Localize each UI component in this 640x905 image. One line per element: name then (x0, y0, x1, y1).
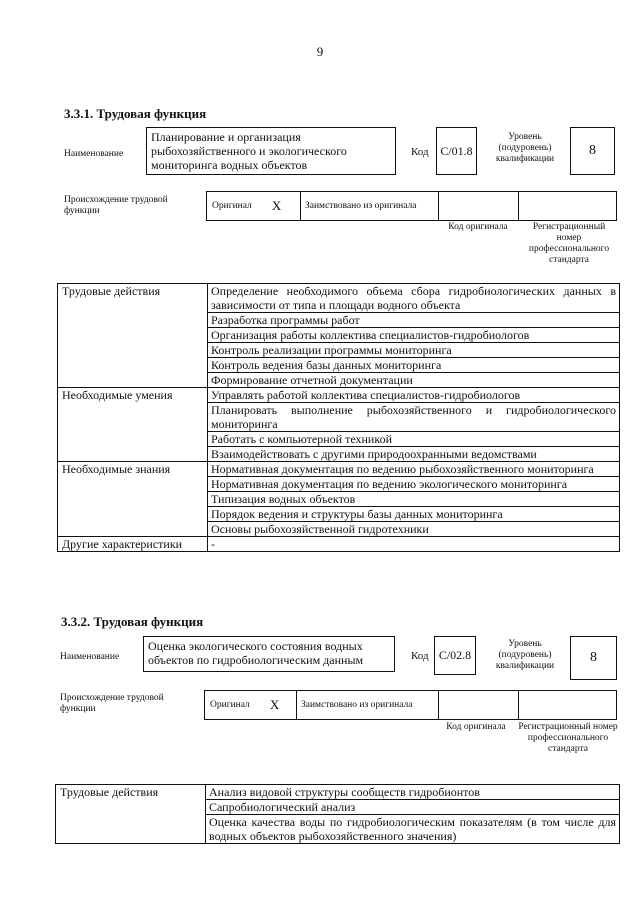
code-value: C/02.8 (438, 648, 472, 662)
reg-number-label: Регистрационный номер профессионального стандарта (518, 722, 618, 754)
level-box (570, 636, 617, 680)
item-cell: Формирование отчетной документации (208, 373, 620, 388)
item-cell: Нормативная документация по ведению экологического мониторинга (208, 477, 620, 492)
category-cell: Другие характеристики (58, 537, 208, 552)
reg-number-cell (518, 191, 617, 221)
origin-label: Происхождение трудовой функции (60, 693, 164, 714)
item-cell: Нормативная документация по ведению рыбохозяйственного мониторинга (208, 462, 620, 477)
table-row (56, 785, 620, 800)
function-name-box (146, 127, 396, 175)
item-cell: Контроль ведения базы данных мониторинга (208, 358, 620, 373)
original-cell (206, 191, 300, 221)
category-cell: Трудовые действия (58, 284, 208, 388)
origin-row (204, 690, 617, 720)
borrowed-cell (296, 690, 438, 720)
borrowed-label: Заимствовано из оригинала (305, 201, 417, 211)
code-original-cell (438, 191, 518, 221)
item-cell: Планировать выполнение рыбохозяйственного и гидробиологического мониторинга (208, 403, 620, 432)
function-name: Оценка экологического состояния водных объектов по гидробиологическим данным (148, 639, 364, 667)
table-row (58, 284, 620, 313)
item-cell: - (208, 537, 620, 552)
level-label: Уровень (подуровень) квалификации (495, 639, 555, 671)
code-box (436, 127, 477, 175)
borrowed-cell (300, 191, 438, 221)
level-label: Уровень (подуровень) квалификации (495, 132, 555, 164)
item-cell: Типизация водных объектов (208, 492, 620, 507)
item-cell: Основы рыбохозяйственной гидротехники (208, 522, 620, 537)
table-row (58, 388, 620, 403)
function-name-box (143, 636, 395, 672)
item-cell: Анализ видовой структуры сообществ гидробионтов (206, 785, 620, 800)
section-title: 3.3.1. Трудовая функция (64, 106, 207, 121)
item-cell: Разработка программы работ (208, 313, 620, 328)
original-mark: X (269, 697, 280, 712)
level-value: 8 (589, 143, 596, 158)
item-cell: Взаимодействовать с другими природоохранными ведомствами (208, 447, 620, 462)
code-label: Код (411, 650, 429, 662)
item-cell: Оценка качества воды по гидробиологическим показателям (в том числе для водных объектов рыбохозяйственного значения) (206, 815, 620, 844)
item-cell: Сапробиологический анализ (206, 800, 620, 815)
origin-row (206, 191, 617, 221)
level-box (570, 127, 615, 175)
item-cell: Порядок ведения и структуры базы данных мониторинга (208, 507, 620, 522)
original-label: Оригинал (212, 201, 252, 211)
reg-number-label: Регистрационный номер профессионального стандарта (528, 222, 610, 265)
page-number: 9 (316, 44, 324, 59)
original-cell (204, 690, 296, 720)
code-original-cell (438, 690, 518, 720)
original-mark: X (271, 198, 282, 213)
category-cell: Трудовые действия (56, 785, 206, 844)
code-box (434, 636, 476, 675)
function-table (55, 784, 620, 844)
table-row (58, 462, 620, 477)
category-cell: Необходимые знания (58, 462, 208, 537)
function-name: Планирование и организация рыбохозяйственного и экологического мониторинга водных объектов (151, 130, 347, 172)
code-original-label: Код оригинала (446, 722, 506, 732)
section-title: 3.3.2. Трудовая функция (61, 614, 204, 629)
reg-number-cell (518, 690, 617, 720)
item-cell: Управлять работой коллектива специалистов-гидробиологов (208, 388, 620, 403)
item-cell: Определение необходимого объема сбора гидробиологических данных в зависимости от типа и площади водного объекта (208, 284, 620, 313)
name-label: Наименование (60, 652, 120, 662)
function-table (57, 283, 620, 552)
code-label: Код (411, 146, 429, 158)
level-value: 8 (590, 650, 597, 665)
original-label: Оригинал (210, 700, 250, 710)
item-cell: Контроль реализации программы мониторинга (208, 343, 620, 358)
table-row (58, 537, 620, 552)
item-cell: Организация работы коллектива специалистов-гидробиологов (208, 328, 620, 343)
origin-label: Происхождение трудовой функции (64, 195, 168, 216)
code-original-label: Код оригинала (448, 222, 508, 232)
category-cell: Необходимые умения (58, 388, 208, 462)
code-value: C/01.8 (440, 143, 473, 158)
item-cell: Работать с компьютерной техникой (208, 432, 620, 447)
name-label: Наименование (64, 149, 124, 159)
borrowed-label: Заимствовано из оригинала (301, 700, 413, 710)
